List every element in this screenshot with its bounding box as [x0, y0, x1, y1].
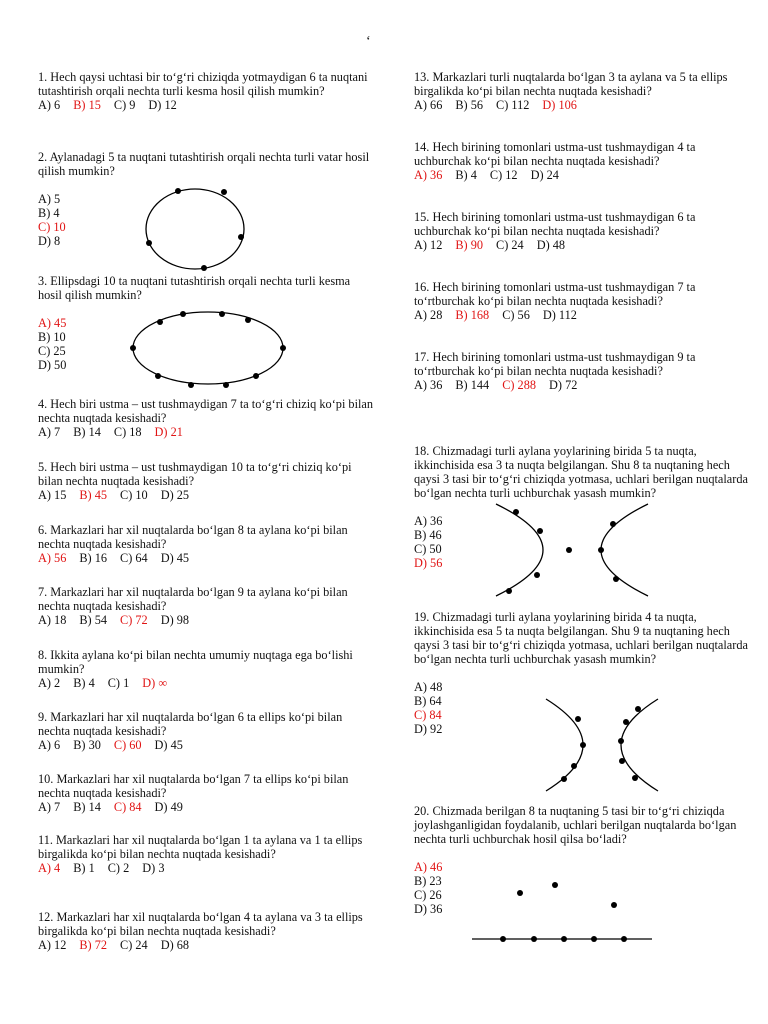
answer-option: D) 92: [414, 722, 443, 736]
answer-option: B) 30: [73, 738, 101, 752]
answer-option: C) 84: [414, 708, 442, 722]
answer-option: A) 6: [38, 98, 61, 112]
line-point: [552, 882, 558, 888]
answer-option: C) 112: [496, 98, 530, 112]
circle-point: [221, 189, 227, 195]
circle-point: [238, 234, 244, 240]
ellipse-point: [219, 311, 225, 317]
arc-point: [618, 738, 624, 744]
answer-option: B) 16: [79, 551, 108, 565]
answer-option: A) 46: [414, 860, 443, 874]
answer-option: C) 60: [113, 738, 142, 752]
answer-options: [38, 425, 374, 439]
answer-option: C) 10: [120, 488, 148, 502]
line-point: [561, 936, 567, 942]
answer-option: D) 8: [38, 234, 61, 248]
answer-option: B) 45: [79, 488, 108, 502]
answer-option: D) 98: [160, 613, 190, 627]
ellipse-point: [188, 382, 194, 388]
answer-option: C) 84: [113, 800, 142, 814]
answer-option: B) 54: [79, 613, 108, 627]
answer-option: C) 56: [502, 308, 530, 322]
ellipse-figure: [130, 310, 290, 390]
answer-option: C) 64: [120, 551, 148, 565]
arc-point: [537, 528, 543, 534]
answer-option: B) 23: [414, 874, 442, 888]
answer-option: A) 7: [38, 425, 61, 439]
answer-options: [38, 551, 374, 565]
line-point: [621, 936, 627, 942]
ellipse-point: [253, 373, 259, 379]
circle-point: [175, 188, 181, 194]
question-text: 13. Markazlari turli nuqtalarda bo‘lgan 3 ta aylana va 5 ta ellips birgalikda ko‘pi bilan nechta nuqtada kesishadi?: [414, 70, 728, 98]
arc-point: [580, 742, 586, 748]
question-text: 2. Aylanadagi 5 ta nuqtani tutashtirish orqali nechta turli vatar hosil qilish mumkin?: [38, 150, 370, 178]
question-text: 12. Markazlari har xil nuqtalarda bo‘lgan 4 ta aylana va 3 ta ellips birgalikda ko‘pi bilan nechta nuqtada kesishadi?: [38, 910, 363, 938]
answer-option: D) 45: [160, 551, 190, 565]
answer-option: D) 72: [549, 378, 578, 392]
points-line-figure: [470, 875, 660, 950]
answer-option: B) 14: [73, 425, 101, 439]
answer-option: B) 4: [455, 168, 477, 182]
question-12: [38, 910, 374, 952]
answer-option: A) 4: [38, 861, 61, 875]
question-text: 14. Hech birining tomonlari ustma-ust tushmaydigan 4 ta uchburchak ko‘pi bilan nechta nuqtada kesishadi?: [414, 140, 696, 168]
arcs-figure-19: [540, 695, 670, 795]
answer-option: C) 2: [107, 861, 130, 875]
question-1: [38, 70, 374, 112]
circle-figure: [140, 185, 250, 275]
answer-option: C) 50: [414, 542, 442, 556]
answer-option: D) 50: [38, 358, 67, 372]
answer-option: A) 66: [414, 98, 443, 112]
answer-option: A) 12: [38, 938, 67, 952]
answer-option: D) 112: [542, 308, 577, 322]
answer-options: [414, 238, 749, 252]
line-point: [611, 902, 617, 908]
answer-option: A) 5: [38, 192, 61, 206]
answer-option: D) 3: [142, 861, 165, 875]
answer-options: [38, 676, 374, 690]
answer-options: [38, 800, 374, 814]
question-text: 19. Chizmadagi turli aylana yoylarining birida 4 ta nuqta, ikkinchisida esa 5 ta nuqta belgilangan. Shu 9 ta nuqtaning hech qaysi 3 tasi bir to‘g‘ri chiziqda yotmasa, uchlari berilgan nuqtalarda bo‘lgan nechta turli uchburchak yasash mumkin?: [414, 610, 748, 666]
answer-options: [414, 308, 749, 322]
arcs-figure-18: [490, 500, 660, 600]
answer-option: D) 48: [536, 238, 566, 252]
answer-option: D) 68: [160, 938, 190, 952]
circle-point: [146, 240, 152, 246]
question-9: [38, 710, 374, 752]
question-6: [38, 523, 374, 565]
answer-option: D) 49: [154, 800, 183, 814]
page-mark: ‘: [366, 34, 371, 49]
question-text: 9. Markazlari har xil nuqtalarda bo‘lgan 6 ta ellips ko‘pi bilan nechta nuqtada kesishadi?: [38, 710, 343, 738]
arc-point: [561, 776, 567, 782]
answer-option: C) 10: [38, 220, 66, 234]
question-text: 18. Chizmadagi turli aylana yoylarining birida 5 ta nuqta, ikkinchisida esa 3 ta nuqta belgilangan. Shu 8 ta nuqtaning hech qaysi 3 tasi bir to‘g‘ri chiziqda yotmasa, uchlari berilgan nuqtalarda bo‘lgan nechta turli uchburchak yasash mumkin?: [414, 444, 748, 500]
ellipse-point: [155, 373, 161, 379]
answer-option: A) 36: [414, 514, 443, 528]
answer-option: A) 6: [38, 738, 61, 752]
answer-option: A) 28: [414, 308, 443, 322]
line-point: [500, 936, 506, 942]
answer-option: A) 45: [38, 316, 67, 330]
question-text: 5. Hech biri ustma – ust tushmaydigan 10 ta to‘g‘ri chiziq ko‘pi bilan nechta nuqtada kesishadi?: [38, 460, 352, 488]
ellipse-point: [280, 345, 286, 351]
answer-option: C) 12: [489, 168, 518, 182]
question-text: 11. Markazlari har xil nuqtalarda bo‘lgan 1 ta aylana va 1 ta ellips birgalikda ko‘pi bilan nechta nuqtada kesishadi?: [38, 833, 363, 861]
question-7: [38, 585, 374, 627]
answer-option: B) 56: [455, 98, 484, 112]
answer-option: A) 15: [38, 488, 67, 502]
answer-options: [38, 98, 374, 112]
ellipse-point: [223, 382, 229, 388]
answer-option: D) ∞: [142, 676, 168, 690]
answer-option: B) 15: [73, 98, 101, 112]
question-text: 15. Hech birining tomonlari ustma-ust tushmaydigan 6 ta uchburchak ko‘pi bilan nechta nuqtada kesishadi?: [414, 210, 696, 238]
question-text: 3. Ellipsdagi 10 ta nuqtani tutashtirish orqali nechta turli kesma hosil qilish mumkin?: [38, 274, 351, 302]
answer-option: A) 48: [414, 680, 443, 694]
answer-options: [38, 738, 374, 752]
answer-options: [38, 488, 374, 502]
arc-point: [506, 588, 512, 594]
arc-point: [534, 572, 540, 578]
ellipse-point: [130, 345, 136, 351]
question-text: 10. Markazlari har xil nuqtalarda bo‘lgan 7 ta ellips ko‘pi bilan nechta nuqtada kesishadi?: [38, 772, 349, 800]
arc-point: [632, 775, 638, 781]
question-text: 8. Ikkita aylana ko‘pi bilan nechta umumiy nuqtaga ega bo‘lishi mumkin?: [38, 648, 353, 676]
answer-option: A) 36: [414, 168, 443, 182]
answer-option: D) 12: [148, 98, 177, 112]
answer-option: A) 2: [38, 676, 61, 690]
question-16: [414, 280, 749, 322]
answer-option: A) 7: [38, 800, 61, 814]
answer-option: C) 24: [496, 238, 524, 252]
answer-option: C) 24: [120, 938, 148, 952]
answer-option: B) 72: [79, 938, 108, 952]
answer-option: A) 12: [414, 238, 443, 252]
answer-option: A) 36: [414, 378, 443, 392]
answer-option: D) 56: [414, 556, 443, 570]
answer-options: [414, 378, 749, 392]
answer-option: D) 45: [154, 738, 183, 752]
answer-option: D) 106: [542, 98, 577, 112]
question-14: [414, 140, 749, 182]
arc-point: [635, 706, 641, 712]
ellipse-point: [157, 319, 163, 325]
question-text: 16. Hech birining tomonlari ustma-ust tushmaydigan 7 ta to‘rtburchak ko‘pi bilan nechta nuqtada kesishadi?: [414, 280, 696, 308]
answer-option: B) 144: [455, 378, 490, 392]
answer-options: [38, 861, 374, 875]
answer-option: C) 9: [113, 98, 136, 112]
answer-options: [414, 168, 749, 182]
question-10: [38, 772, 374, 814]
answer-option: D) 21: [154, 425, 183, 439]
arc-point: [598, 547, 604, 553]
arc-point: [575, 716, 581, 722]
answer-option: B) 64: [414, 694, 442, 708]
answer-option: B) 14: [73, 800, 101, 814]
arc-point: [610, 521, 616, 527]
ellipse-point: [245, 317, 251, 323]
answer-option: A) 56: [38, 551, 67, 565]
answer-option: B) 46: [414, 528, 442, 542]
question-13: [414, 70, 749, 112]
question-text: 1. Hech qaysi uchtasi bir to‘g‘ri chiziqda yotmaydigan 6 ta nuqtani tutashtirish orqali nechta turli kesma hosil qilish mumkin?: [38, 70, 368, 98]
question-11: [38, 833, 374, 875]
arc-point: [566, 547, 572, 553]
answer-option: B) 4: [73, 676, 95, 690]
arc-point: [613, 576, 619, 582]
question-text: 17. Hech birining tomonlari ustma-ust tushmaydigan 9 ta to‘rtburchak ko‘pi bilan nechta nuqtada kesishadi?: [414, 350, 696, 378]
question-text: 6. Markazlari har xil nuqtalarda bo‘lgan 8 ta aylana ko‘pi bilan nechta nuqtada kesishadi?: [38, 523, 348, 551]
line-point: [531, 936, 537, 942]
arc-point: [571, 763, 577, 769]
answer-option: A) 18: [38, 613, 67, 627]
arc-point: [619, 758, 625, 764]
line-point: [517, 890, 523, 896]
question-5: [38, 460, 374, 502]
answer-options: [38, 613, 374, 627]
question-text: 4. Hech biri ustma – ust tushmaydigan 7 ta to‘g‘ri chiziq ko‘pi bilan nechta nuqtada kesishadi?: [38, 397, 374, 425]
answer-option: D) 25: [160, 488, 190, 502]
question-8: [38, 648, 374, 690]
answer-options: [38, 938, 374, 952]
question-15: [414, 210, 749, 252]
arc-point: [513, 509, 519, 515]
answer-option: B) 1: [73, 861, 95, 875]
answer-option: B) 4: [38, 206, 60, 220]
answer-option: C) 72: [120, 613, 148, 627]
question-text: 20. Chizmada berilgan 8 ta nuqtaning 5 tasi bir to‘g‘ri chiziqda joylashganligidan foydalanib, uchlari berilgan nuqtalarda bo‘lgan nechta turli uchburchak hosil qilsa bo‘ladi?: [414, 804, 737, 846]
answer-option: D) 36: [414, 902, 443, 916]
answer-option: B) 10: [38, 330, 66, 344]
question-4: [38, 397, 374, 439]
ellipse-point: [180, 311, 186, 317]
answer-option: C) 288: [502, 378, 537, 392]
answer-option: C) 26: [414, 888, 442, 902]
answer-option: C) 25: [38, 344, 66, 358]
answer-option: C) 1: [107, 676, 130, 690]
question-text: 7. Markazlari har xil nuqtalarda bo‘lgan 9 ta aylana ko‘pi bilan nechta nuqtada kesishadi?: [38, 585, 348, 613]
answer-option: D) 24: [530, 168, 559, 182]
line-point: [591, 936, 597, 942]
arc-point: [623, 719, 629, 725]
answer-option: B) 90: [455, 238, 484, 252]
answer-options: [414, 98, 749, 112]
question-17: [414, 350, 749, 392]
answer-option: C) 18: [113, 425, 142, 439]
circle-point: [201, 265, 207, 271]
answer-option: B) 168: [455, 308, 490, 322]
